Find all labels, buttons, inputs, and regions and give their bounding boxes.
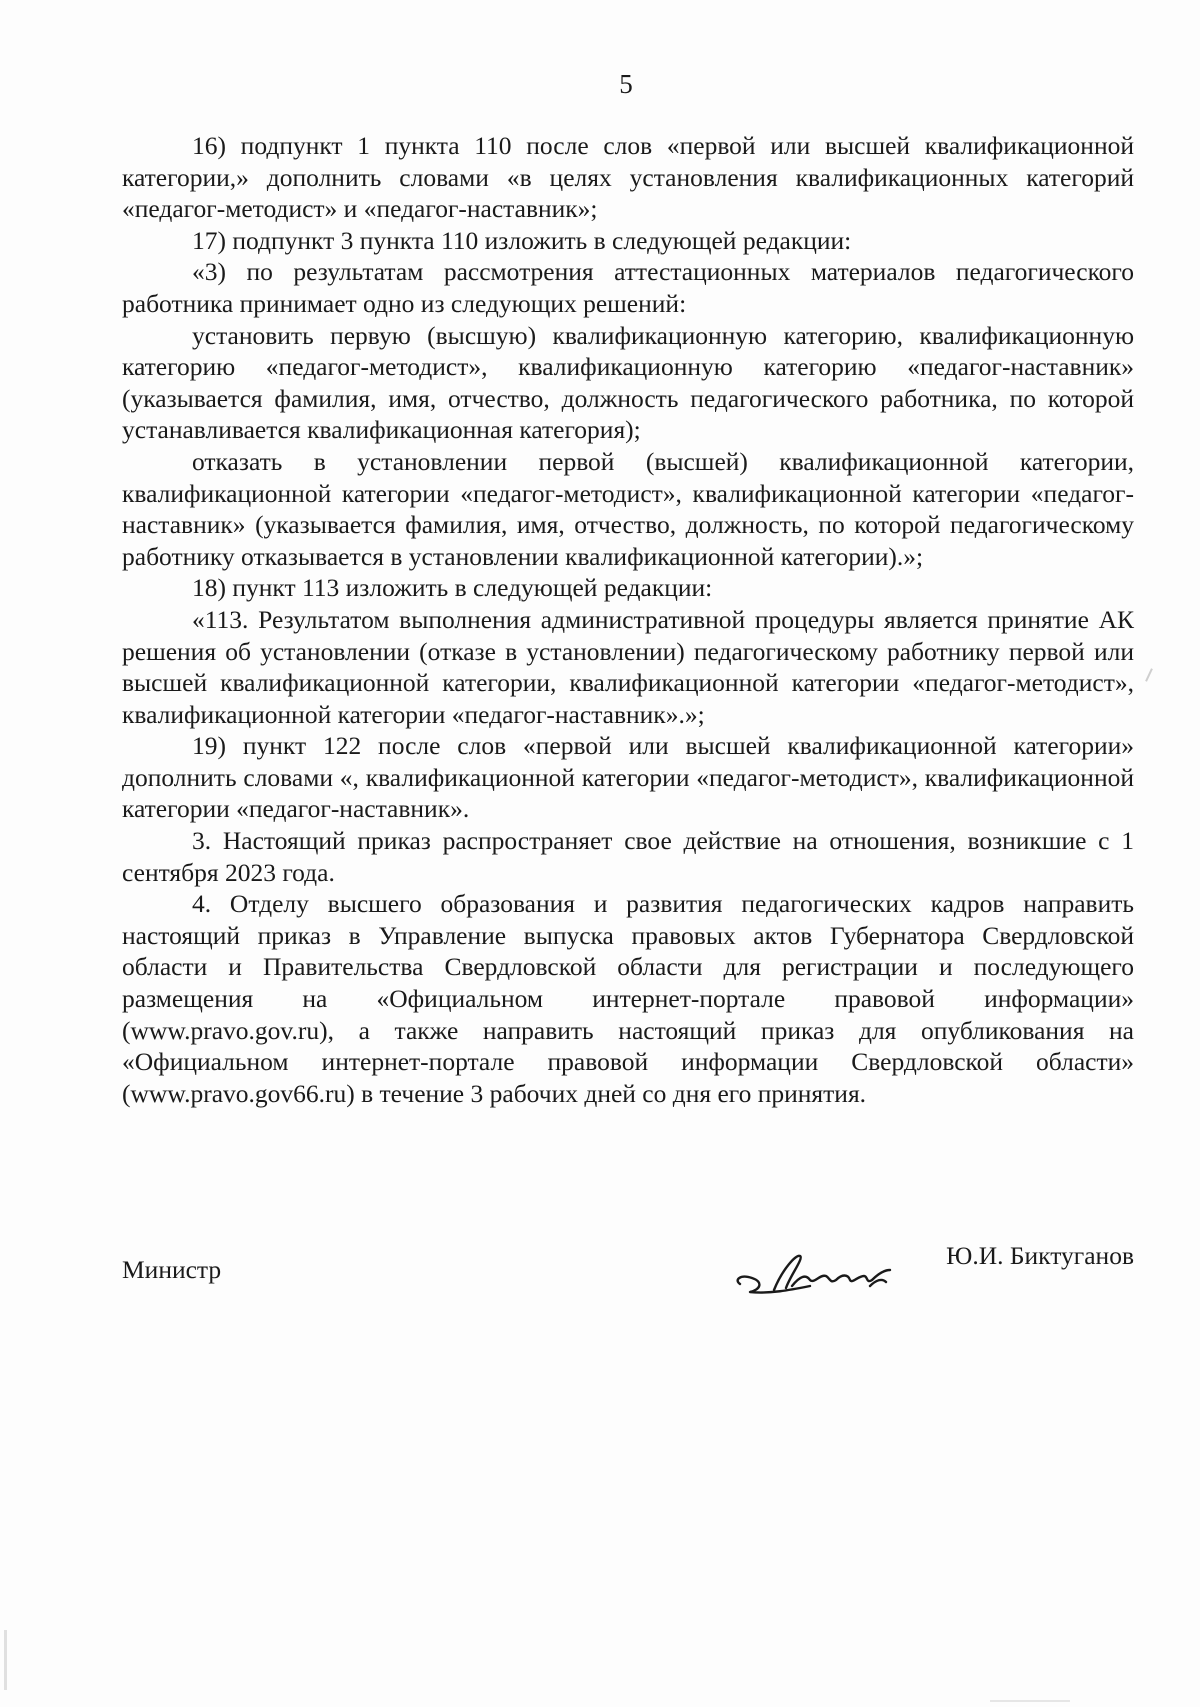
page-number: 5 xyxy=(619,69,633,99)
margin-mark xyxy=(4,1630,7,1690)
signatory-name: Ю.И. Биктуганов xyxy=(946,1241,1134,1270)
paragraph-17: 17) подпункт 3 пункта 110 изложить в следующей редакции: xyxy=(192,225,852,255)
paragraph-17-subitem-3: «3) по результатам рассмотрения аттестационных материалов педагогического работника принимает одно из следующих решений: xyxy=(122,257,1134,318)
paragraph-17-decision-establish: установить первую (высшую) квалификационную категорию, квалификационную категорию «педагог-методист», квалификационную категорию «педагог-наставник» (указывается фамилия, имя, отчество, должность педагогического работника, по которой устанавливается квалификационная категория); xyxy=(122,320,1134,445)
margin-mark xyxy=(990,1700,1070,1702)
paragraph-18-item-113: «113. Результатом выполнения административной процедуры является принятие АК решения об установлении (отказе в установлении) педагогическому работнику первой или высшей квалификационной категории, квалификационной категории «педагог-методист», квалификационной категории «педагог-наставник».»; xyxy=(122,604,1134,729)
clause-4: 4. Отделу высшего образования и развития педагогических кадров направить настоящий приказ в Управление выпуска правовых актов Губернатора Свердловской области и Правительства Свердловской области для регистрации и последующего размещения на «Официальном интернет-портале правовой информации» (www.pravo.gov.ru), а также направить настоящий приказ для опубликования на «Официальном интернет-портале правовой информации Свердловской области» (www.pravo.gov66.ru) в течение 3 рабочих дней со дня его принятия. xyxy=(122,889,1134,1108)
paragraph-17-decision-refuse: отказать в установлении первой (высшей) квалификационной категории, квалификационной категории «педагог-методист», квалификационной категории «педагог-наставник» (указывается фамилия, имя, отчество, должность, по которой педагогическому работнику отказывается в установлении квалификационной категории).»; xyxy=(122,446,1134,571)
signature-block xyxy=(122,1240,1134,1310)
paragraph-16: 16) подпункт 1 пункта 110 после слов «первой или высшей квалификационной категории,» дополнить словами «в целях установления квалификационных категорий «педагог-методист» и «педагог-наставник»; xyxy=(122,131,1134,224)
paragraph-19: 19) пункт 122 после слов «первой или высшей квалификационной категории» дополнить словами «, квалификационной категории «педагог-методист», квалификационной категории «педагог-наставник». xyxy=(122,731,1134,824)
document-body xyxy=(122,130,1134,1109)
signatory-title: Министр xyxy=(122,1255,222,1284)
paragraph-18: 18) пункт 113 изложить в следующей редакции: xyxy=(192,573,713,603)
handwritten-signature xyxy=(730,1240,910,1306)
clause-3: 3. Настоящий приказ распространяет свое действие на отношения, возникшие с 1 сентября 2023 года. xyxy=(122,826,1134,887)
margin-mark xyxy=(1145,668,1153,682)
